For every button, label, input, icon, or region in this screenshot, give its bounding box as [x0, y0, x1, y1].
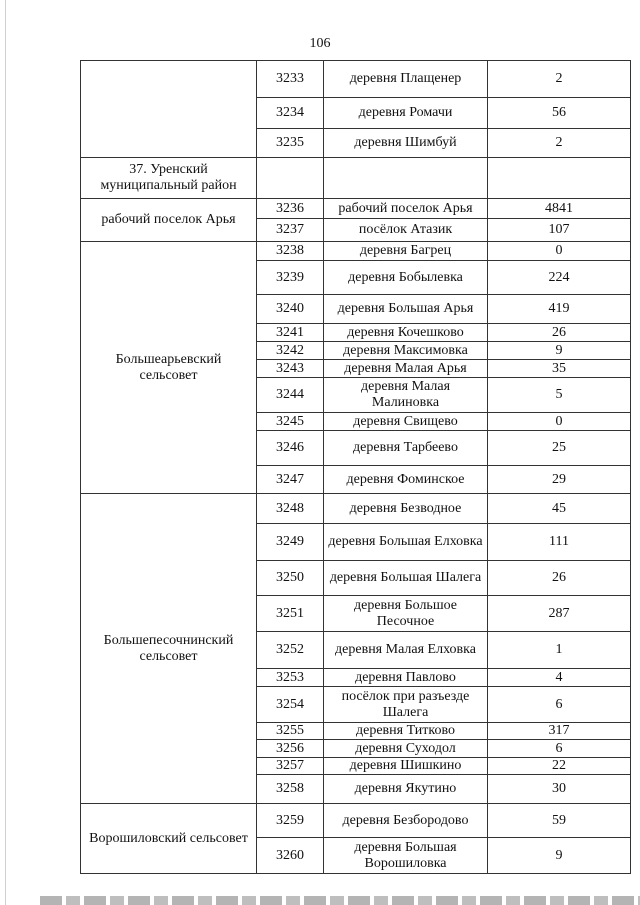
population-cell: 111: [488, 524, 631, 561]
code-cell: 3236: [257, 199, 324, 219]
code-cell: 3259: [257, 804, 324, 838]
code-cell: 3247: [257, 466, 324, 494]
scan-left-edge: [5, 0, 6, 905]
population-cell: 22: [488, 758, 631, 775]
table-row: [81, 804, 631, 838]
code-cell: 3242: [257, 342, 324, 360]
table-row: [81, 158, 631, 199]
code-cell: 3254: [257, 687, 324, 723]
settlement-name-cell: деревня Багрец: [324, 242, 488, 261]
code-cell: 3243: [257, 360, 324, 378]
settlements-table-body: [81, 61, 631, 874]
settlement-name-cell: деревня Безбородово: [324, 804, 488, 838]
settlement-name-cell: деревня Якутино: [324, 775, 488, 804]
population-cell: 287: [488, 596, 631, 632]
code-cell: 3257: [257, 758, 324, 775]
settlement-name-cell: деревня Малая Малиновка: [324, 378, 488, 413]
settlements-table: [80, 60, 631, 874]
code-cell: 3251: [257, 596, 324, 632]
settlement-name-cell: деревня Тарбеево: [324, 431, 488, 466]
settlement-name-cell: деревня Малая Елховка: [324, 632, 488, 669]
code-cell: 3249: [257, 524, 324, 561]
settlement-name-cell: деревня Плащенер: [324, 61, 488, 98]
code-cell: 3245: [257, 413, 324, 431]
code-cell: 3244: [257, 378, 324, 413]
settlement-name-cell: деревня Большая Елховка: [324, 524, 488, 561]
settlement-name-cell: деревня Ромачи: [324, 98, 488, 129]
settlement-name-cell: деревня Большое Песочное: [324, 596, 488, 632]
district-cell: [81, 61, 257, 158]
settlement-name-cell: деревня Суходол: [324, 740, 488, 758]
district-cell: 37. Уренский муниципальный район: [81, 158, 257, 199]
population-cell: 26: [488, 561, 631, 596]
population-cell: 419: [488, 295, 631, 324]
code-cell: 3239: [257, 261, 324, 295]
population-cell: 45: [488, 494, 631, 524]
population-cell: 35: [488, 360, 631, 378]
code-cell: 3246: [257, 431, 324, 466]
population-cell: 317: [488, 723, 631, 740]
code-cell: 3255: [257, 723, 324, 740]
settlement-name-cell: [324, 158, 488, 199]
population-cell: 26: [488, 324, 631, 342]
code-cell: 3233: [257, 61, 324, 98]
table-row: [81, 242, 631, 261]
district-cell: Большеарьевский сельсовет: [81, 242, 257, 494]
settlement-name-cell: посёлок при разъезде Шалега: [324, 687, 488, 723]
table-row: [81, 61, 631, 98]
population-cell: 29: [488, 466, 631, 494]
settlement-name-cell: деревня Большая Шалега: [324, 561, 488, 596]
population-cell: 2: [488, 129, 631, 158]
population-cell: 5: [488, 378, 631, 413]
population-cell: 9: [488, 838, 631, 874]
settlement-name-cell: деревня Фоминское: [324, 466, 488, 494]
population-cell: 9: [488, 342, 631, 360]
settlement-name-cell: деревня Свищево: [324, 413, 488, 431]
settlement-name-cell: деревня Большая Ворошиловка: [324, 838, 488, 874]
population-cell: 4841: [488, 199, 631, 219]
code-cell: [257, 158, 324, 199]
population-cell: 30: [488, 775, 631, 804]
code-cell: 3235: [257, 129, 324, 158]
district-cell: рабочий поселок Арья: [81, 199, 257, 242]
code-cell: 3260: [257, 838, 324, 874]
code-cell: 3253: [257, 669, 324, 687]
settlement-name-cell: деревня Бобылевка: [324, 261, 488, 295]
population-cell: 0: [488, 242, 631, 261]
settlement-name-cell: деревня Павлово: [324, 669, 488, 687]
population-cell: 4: [488, 669, 631, 687]
page-number: 106: [309, 36, 331, 51]
settlement-name-cell: деревня Малая Арья: [324, 360, 488, 378]
population-cell: 6: [488, 740, 631, 758]
population-cell: 2: [488, 61, 631, 98]
table-row: [81, 199, 631, 219]
population-cell: 1: [488, 632, 631, 669]
settlement-name-cell: деревня Шимбуй: [324, 129, 488, 158]
population-cell: 0: [488, 413, 631, 431]
scan-bottom-strip: [40, 896, 640, 905]
population-cell: 56: [488, 98, 631, 129]
code-cell: 3250: [257, 561, 324, 596]
settlement-name-cell: деревня Титково: [324, 723, 488, 740]
settlement-name-cell: рабочий поселок Арья: [324, 199, 488, 219]
population-cell: 6: [488, 687, 631, 723]
settlement-name-cell: деревня Большая Арья: [324, 295, 488, 324]
population-cell: 59: [488, 804, 631, 838]
code-cell: 3238: [257, 242, 324, 261]
settlement-name-cell: деревня Шишкино: [324, 758, 488, 775]
code-cell: 3234: [257, 98, 324, 129]
settlement-name-cell: деревня Безводное: [324, 494, 488, 524]
settlement-name-cell: деревня Максимовка: [324, 342, 488, 360]
population-cell: 25: [488, 431, 631, 466]
district-cell: Большепесочнинский сельсовет: [81, 494, 257, 804]
district-cell: Ворошиловский сельсовет: [81, 804, 257, 874]
population-cell: 224: [488, 261, 631, 295]
settlement-name-cell: деревня Кочешково: [324, 324, 488, 342]
population-cell: [488, 158, 631, 199]
code-cell: 3252: [257, 632, 324, 669]
settlement-name-cell: посёлок Атазик: [324, 219, 488, 242]
table-row: [81, 494, 631, 524]
code-cell: 3258: [257, 775, 324, 804]
population-cell: 107: [488, 219, 631, 242]
code-cell: 3241: [257, 324, 324, 342]
code-cell: 3240: [257, 295, 324, 324]
code-cell: 3248: [257, 494, 324, 524]
code-cell: 3237: [257, 219, 324, 242]
code-cell: 3256: [257, 740, 324, 758]
